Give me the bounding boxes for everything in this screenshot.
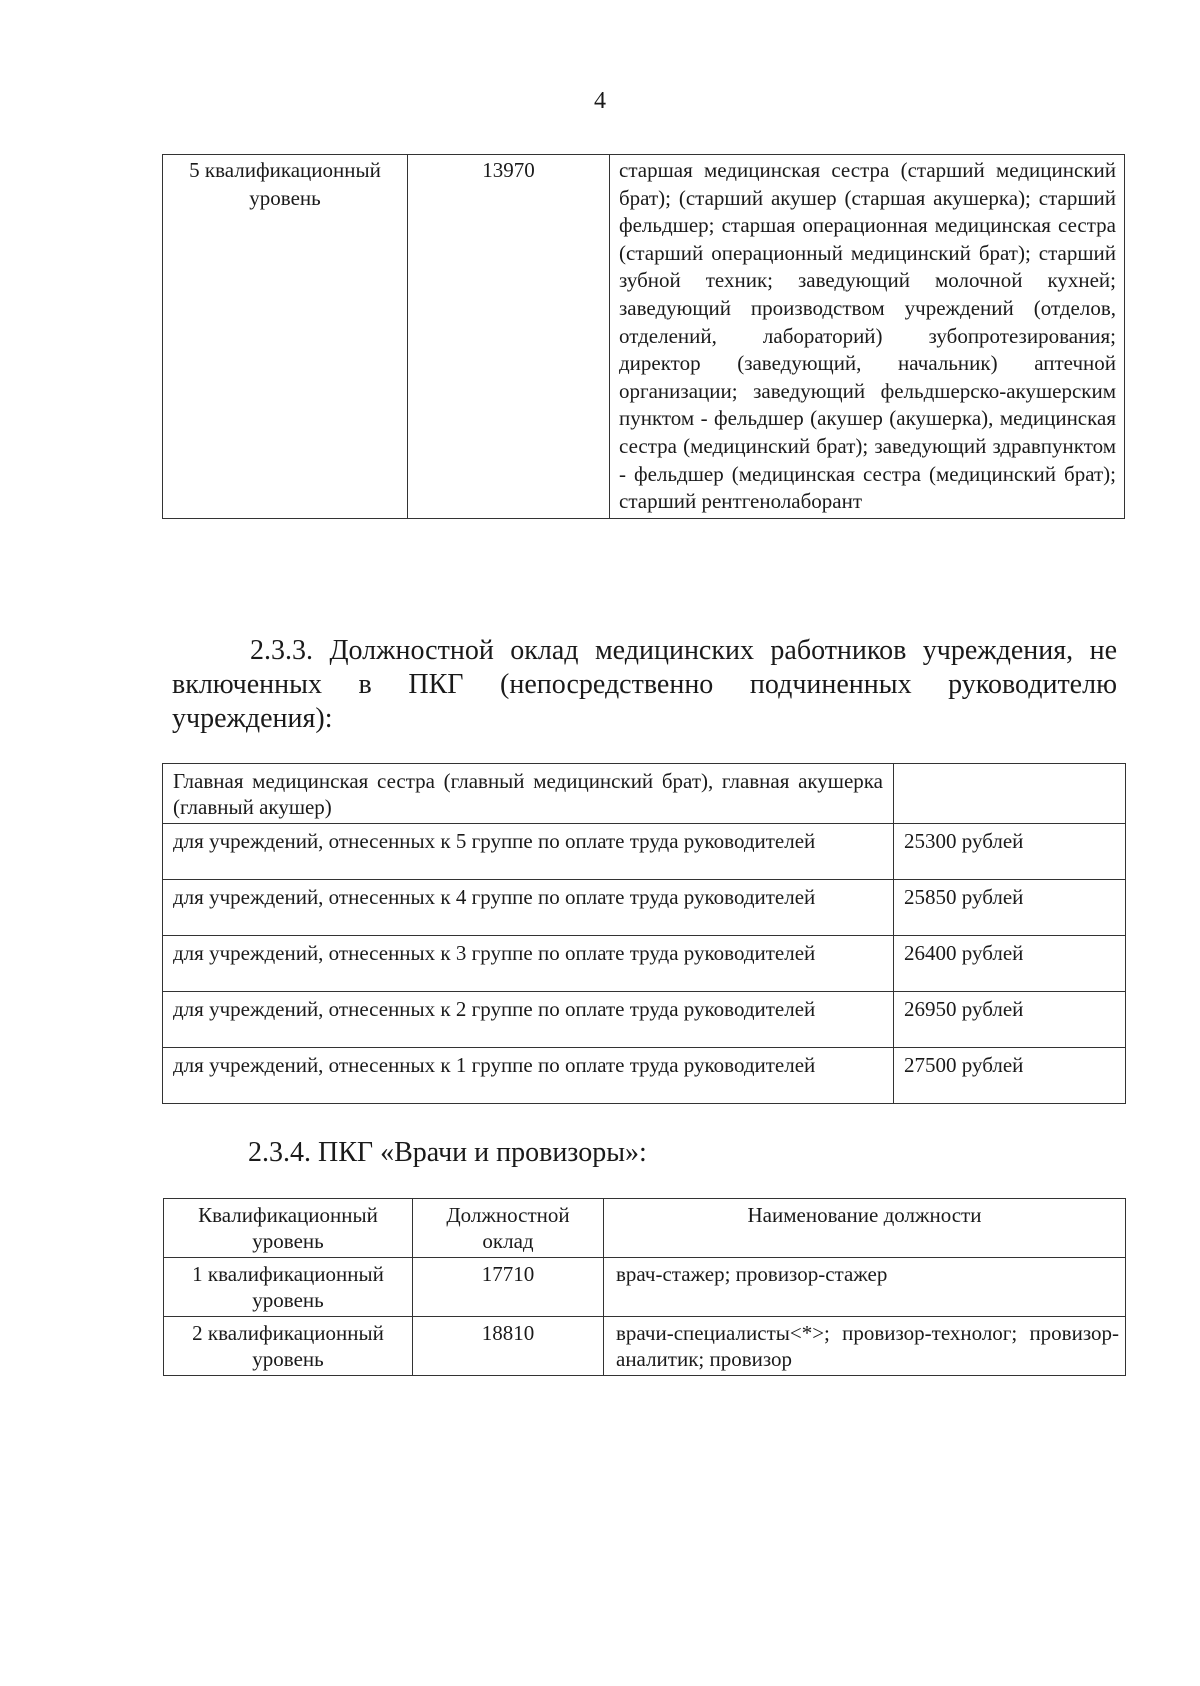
column-header-position: Наименование должности xyxy=(604,1199,1126,1258)
empty-cell xyxy=(894,764,1126,824)
paragraph-2-3-3: 2.3.3. Должностной оклад медицинских работников учреждения, не включенных в ПКГ (непосредственно подчиненных руководителю учреждения): xyxy=(172,635,1117,734)
qualification-level-cell: 5 квалификационный уровень xyxy=(163,155,408,519)
table-header-row xyxy=(163,764,1126,824)
table-row xyxy=(163,880,1126,936)
group-label-cell: для учреждений, отнесенных к 1 группе по оплате труда руководителей xyxy=(163,1048,894,1104)
salary-value-cell: 27500 рублей xyxy=(894,1048,1126,1104)
positions-cell: врач-стажер; провизор-стажер xyxy=(604,1258,1126,1317)
page-number: 4 xyxy=(594,88,606,114)
qualification-level-cell: 1 квалификационный уровень xyxy=(164,1258,413,1317)
table-row xyxy=(163,824,1126,880)
group-label-cell: для учреждений, отнесенных к 2 группе по оплате труда руководителей xyxy=(163,992,894,1048)
positions-cell: старшая медицинская сестра (старший медицинский брат); (старший акушер (старшая акушерка); старший фельдшер; старшая операционная медицинская сестра (старший операционный медицинский брат); старший зубной техник; заведующий молочной кухней; заведующий производством учреждений (отделов, отделений, лабораторий) зубопротезирования; директор (заведующий, начальник) аптечной организации; заведующий фельдшерско-акушерским пунктом - фельдшер (акушер (акушерка), медицинская сестра (медицинский брат); заведующий здравпунктом - фельдшер (медицинская сестра (медицинский брат); старший рентгенолаборант xyxy=(610,155,1125,519)
salary-cell: 17710 xyxy=(413,1258,604,1317)
positions-cell: врачи-специалисты<*>; провизор-технолог; провизор-аналитик; провизор xyxy=(604,1317,1126,1376)
group-label-cell: для учреждений, отнесенных к 3 группе по оплате труда руководителей xyxy=(163,936,894,992)
salary-value-cell: 25300 рублей xyxy=(894,824,1126,880)
salary-value-cell: 25850 рублей xyxy=(894,880,1126,936)
heading-2-3-4: 2.3.4. ПКГ «Врачи и провизоры»: xyxy=(248,1137,647,1168)
column-header-salary: Должностной оклад xyxy=(413,1199,604,1258)
table-header-row xyxy=(164,1199,1126,1258)
group-label-cell: для учреждений, отнесенных к 4 группе по оплате труда руководителей xyxy=(163,880,894,936)
salary-value-cell: 26400 рублей xyxy=(894,936,1126,992)
table-doctors-pharmacists xyxy=(163,1198,1126,1376)
table-row xyxy=(163,992,1126,1048)
table-head-nurse-salaries xyxy=(162,763,1126,1104)
head-nurse-title-cell: Главная медицинская сестра (главный медицинский брат), главная акушерка (главный акушер) xyxy=(163,764,894,824)
salary-cell: 18810 xyxy=(413,1317,604,1376)
table-row xyxy=(164,1317,1126,1376)
salary-cell: 13970 xyxy=(408,155,610,519)
qualification-level-cell: 2 квалификационный уровень xyxy=(164,1317,413,1376)
table-pkg-level-5 xyxy=(162,154,1125,519)
table-row xyxy=(164,1258,1126,1317)
column-header-level: Квалификационный уровень xyxy=(164,1199,413,1258)
table-row xyxy=(163,1048,1126,1104)
salary-value-cell: 26950 рублей xyxy=(894,992,1126,1048)
table-row xyxy=(163,936,1126,992)
group-label-cell: для учреждений, отнесенных к 5 группе по оплате труда руководителей xyxy=(163,824,894,880)
table-row xyxy=(163,155,1125,519)
